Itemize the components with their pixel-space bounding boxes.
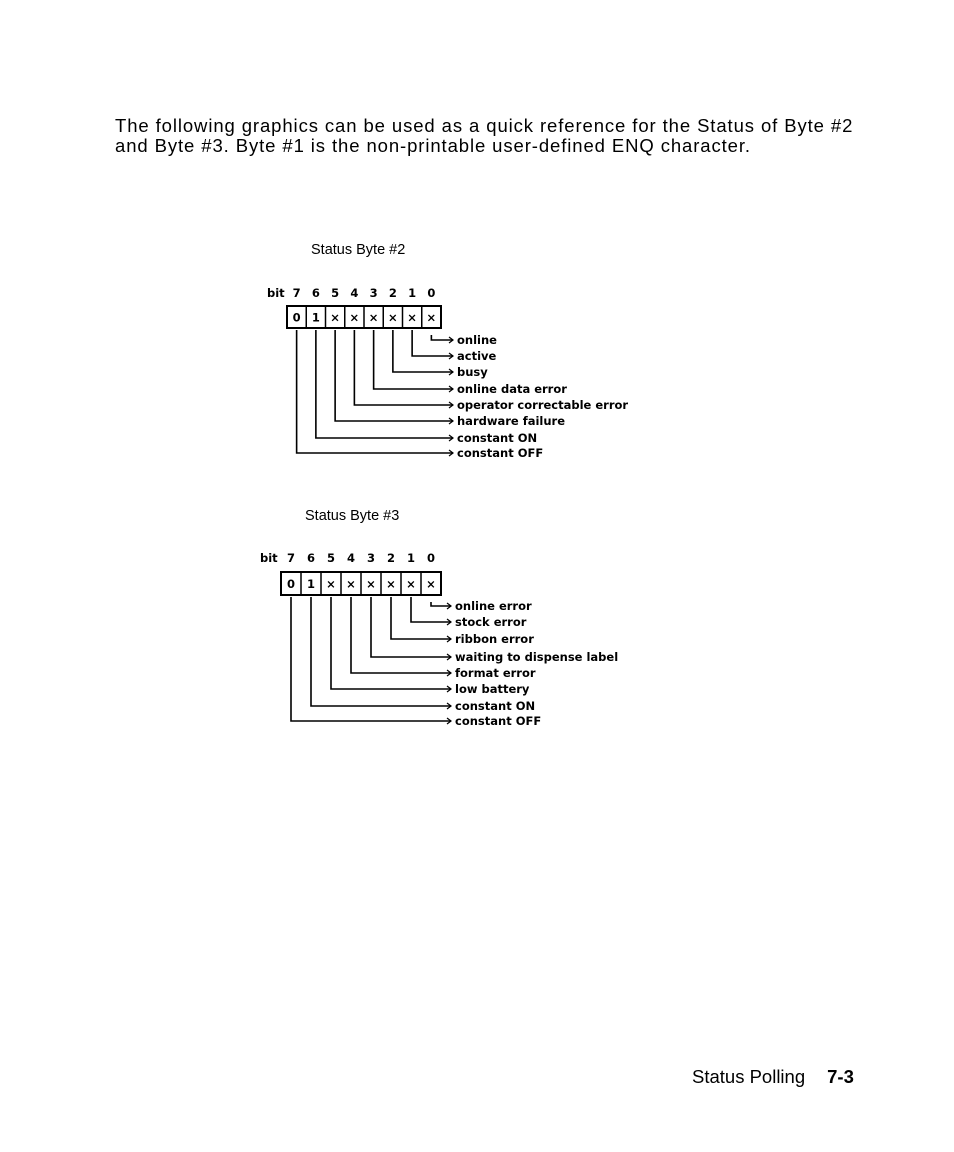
status-byte-3-title: Status Byte #3: [305, 508, 400, 524]
bit-description: format error: [455, 666, 536, 680]
page-number: 7-3: [827, 1066, 854, 1087]
bit-description: online: [457, 333, 497, 347]
bit-description: constant ON: [455, 699, 536, 713]
bit-value: ×: [406, 577, 416, 591]
bit-number: 5: [331, 286, 340, 300]
connector-line: [393, 330, 453, 372]
bit-description: online error: [455, 599, 532, 613]
bit-number: 7: [292, 286, 301, 300]
bit-description: active: [457, 349, 497, 363]
connector-line: [412, 330, 453, 356]
bit-number: 2: [388, 286, 397, 300]
bit-number: 4: [350, 286, 359, 300]
bit-value: ×: [349, 310, 360, 325]
bit-description: operator correctable error: [457, 398, 629, 412]
page-footer: [692, 1066, 854, 1088]
bit-value: 0: [292, 310, 301, 325]
connector-line: [335, 330, 453, 421]
bit-description: ribbon error: [455, 632, 534, 646]
bit-number: 0: [427, 286, 436, 300]
bit-value: ×: [386, 577, 396, 591]
intro-paragraph: The following graphics can be used as a quick reference for the Status of Byte #2 and Byte #3. Byte #1 is the non-printable user-defined ENQ character.: [115, 115, 854, 156]
bit-description: stock error: [455, 615, 527, 629]
connector-line: [374, 330, 453, 389]
bit-description: hardware failure: [457, 414, 566, 428]
bit-number: 4: [346, 551, 356, 565]
bit-description: constant ON: [457, 431, 538, 445]
bit-description: online data error: [457, 382, 567, 396]
bit-value: 1: [306, 577, 316, 591]
connector-line: [391, 597, 451, 639]
bit-label: bit: [260, 551, 278, 565]
bit-value: ×: [366, 577, 376, 591]
bit-value: ×: [426, 310, 437, 325]
bit-number: 2: [386, 551, 396, 565]
connector-line: [354, 330, 453, 405]
connector-line: [351, 597, 451, 673]
bit-value: ×: [330, 310, 340, 325]
bit-number: 3: [369, 286, 378, 300]
bit-description: waiting to dispense label: [455, 650, 619, 664]
connector-line: [297, 330, 453, 453]
bit-value: ×: [388, 310, 398, 325]
bit-value: 1: [311, 310, 320, 325]
bit-number: 6: [306, 551, 316, 565]
bit-description: low battery: [455, 682, 530, 696]
bit-number: 1: [406, 551, 416, 565]
bit-number: 3: [366, 551, 376, 565]
bit-description: constant OFF: [457, 446, 544, 460]
bit-value: 0: [286, 577, 296, 591]
bit-value: ×: [407, 310, 417, 325]
bit-label: bit: [267, 286, 285, 300]
connector-line: [411, 597, 451, 622]
status-byte-2-title: Status Byte #2: [311, 242, 406, 258]
bit-number: 6: [311, 286, 320, 300]
bit-value: ×: [426, 577, 436, 591]
bit-value: ×: [326, 577, 336, 591]
bit-value: ×: [368, 310, 379, 325]
footer-section: Status Polling: [692, 1066, 806, 1087]
bit-description: constant OFF: [455, 714, 542, 728]
bit-value: ×: [346, 577, 356, 591]
bit-number: 7: [286, 551, 296, 565]
bit-number: 1: [408, 286, 417, 300]
bit-number: 5: [326, 551, 336, 565]
bit-description: busy: [457, 365, 488, 379]
bit-number: 0: [426, 551, 436, 565]
